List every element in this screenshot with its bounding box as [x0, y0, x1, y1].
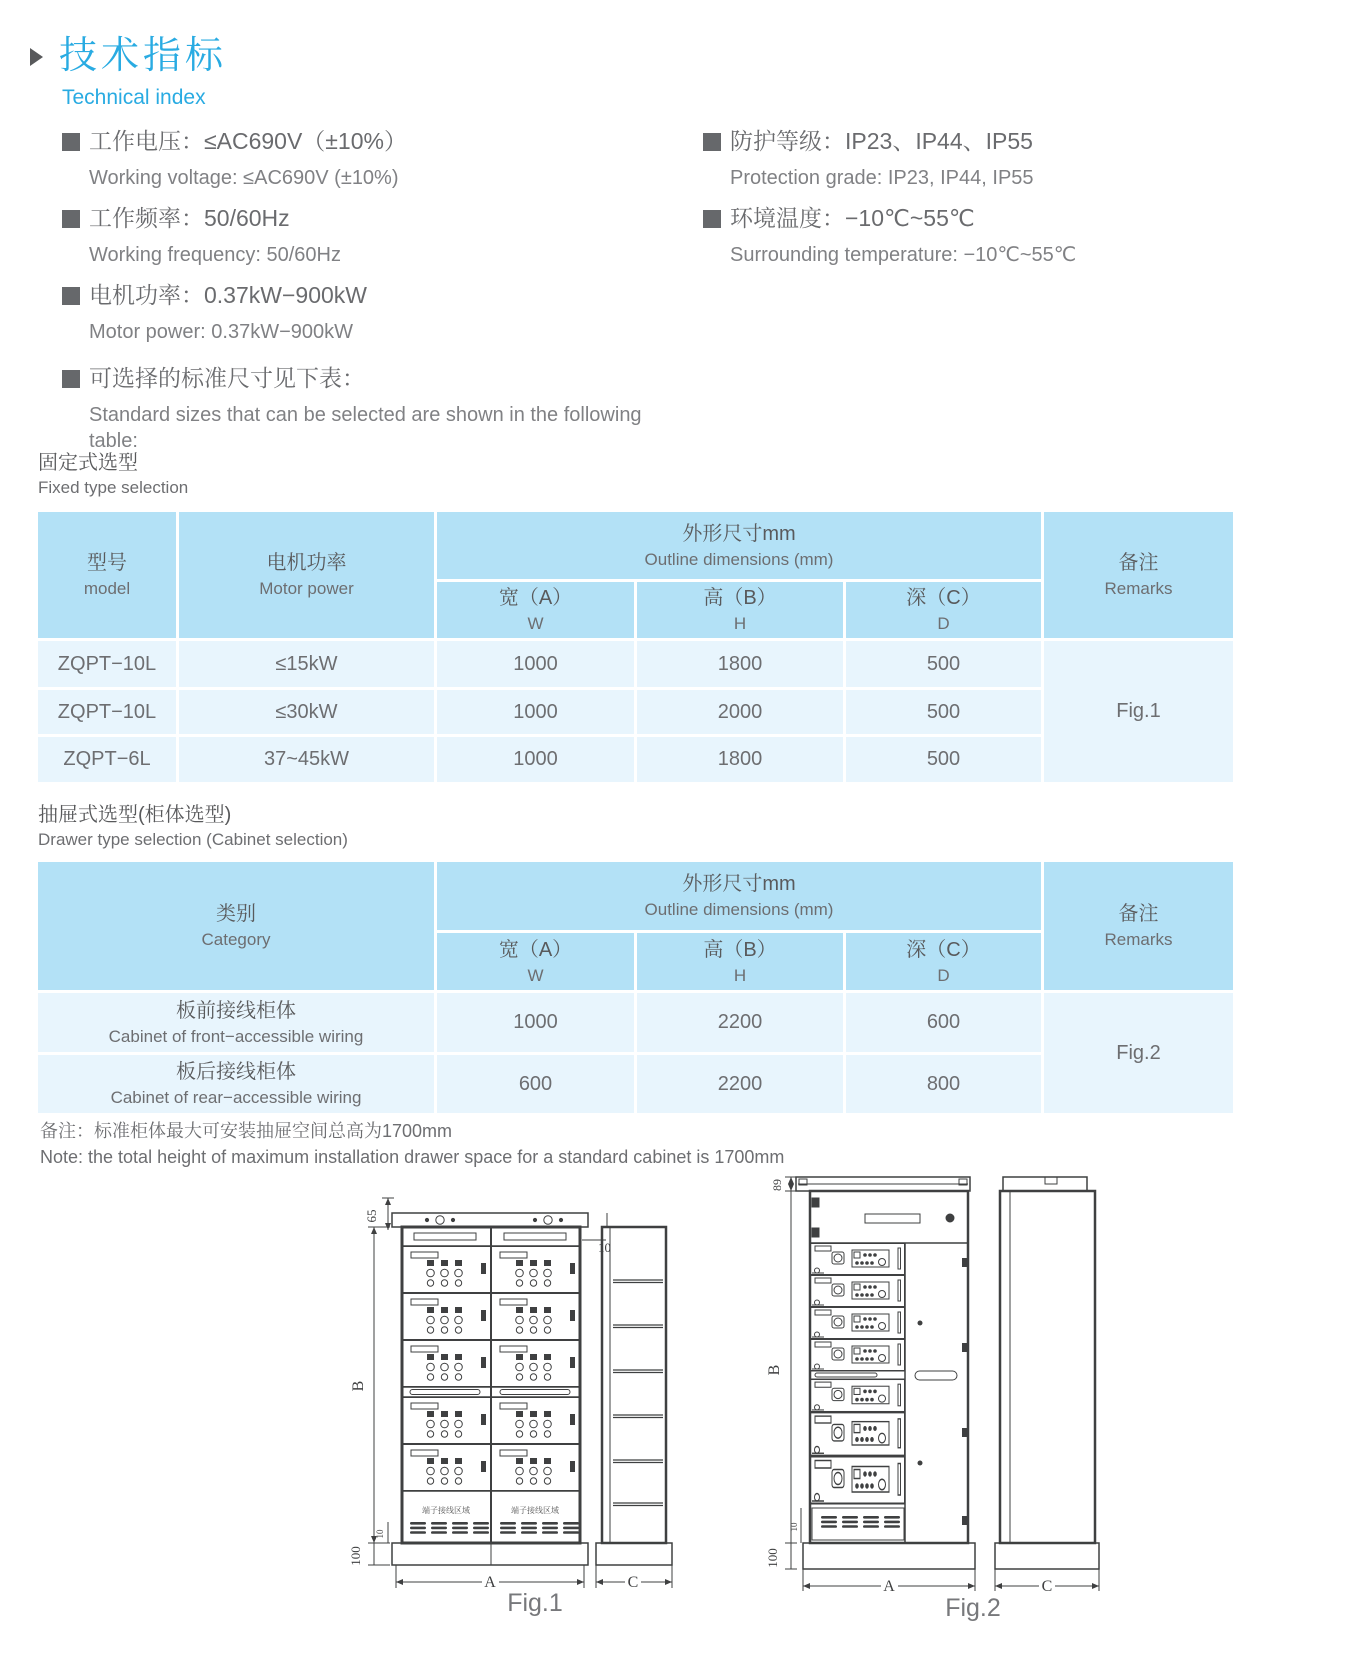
- square-bullet-icon: [703, 210, 721, 228]
- spec-zh-text: 防护等级：IP23、IP44、IP55: [730, 128, 1033, 154]
- section-label-zh: 抽屉式选型(柜体选型): [38, 804, 232, 826]
- fig1-terminal-label: 端子接线区域: [511, 1506, 559, 1515]
- fig1-dimensions: [368, 1198, 672, 1588]
- spec-en-text: Standard sizes that can be selected are shown in the following table:: [89, 404, 642, 452]
- category-en: Cabinet of front−accessible wiring: [108, 1026, 364, 1046]
- spec-en-text: Protection grade: IP23, IP44, IP55: [730, 167, 1034, 189]
- square-bullet-icon: [703, 133, 721, 151]
- header-zh: 深（C）: [906, 587, 981, 609]
- fig1-dim-left-label: B: [350, 1380, 367, 1392]
- fig2-caption: Fig.2: [945, 1594, 1001, 1622]
- header-zh: 高（B）: [703, 587, 777, 609]
- cell-category-front-wiring: [38, 993, 434, 1052]
- category-zh: 板后接线柜体: [176, 1061, 296, 1083]
- cell-width: 1000: [437, 993, 634, 1052]
- cell-category-rear-wiring: [38, 1055, 434, 1113]
- spec-surrounding-temperature: [703, 203, 1323, 268]
- drawer-type-table: [38, 862, 1233, 1113]
- fig2-dim-depth-label: C: [1041, 1578, 1053, 1595]
- col-header-motor-power: [179, 512, 434, 638]
- fig1-caption: Fig.1: [507, 1589, 563, 1617]
- square-bullet-icon: [62, 370, 80, 388]
- header-en: D: [937, 614, 950, 633]
- col-header-width-a: [437, 933, 634, 990]
- header-zh: 外形尺寸mm: [682, 522, 796, 545]
- col-header-category: [38, 862, 434, 990]
- fig1-dim-width-label: A: [484, 1574, 496, 1591]
- fig1-dim-top-label: 65: [364, 1209, 379, 1223]
- header-en: H: [733, 965, 747, 985]
- cell-height: 1800: [637, 737, 843, 782]
- cell-model: ZQPT−10L: [38, 641, 176, 687]
- fig2-dim-bottom-label: 100: [765, 1548, 780, 1568]
- fig2-dim-top-label: 89: [770, 1179, 784, 1191]
- section-label-en: Drawer type selection (Cabinet selection): [38, 830, 348, 849]
- fig2-drawing: [715, 1088, 1140, 1633]
- col-header-outline-dimensions: [437, 862, 1041, 930]
- cell-height: 2000: [637, 690, 843, 734]
- spec-en-text: Motor power: 0.37kW−900kW: [89, 321, 353, 343]
- header-zh: 宽（A）: [498, 587, 573, 609]
- cell-model: ZQPT−10L: [38, 690, 176, 734]
- spec-zh-text: 环境温度：−10℃~55℃: [730, 205, 975, 231]
- cell-depth: 500: [846, 641, 1041, 687]
- specs-left-column: [62, 126, 682, 466]
- cell-depth: 800: [846, 1055, 1041, 1113]
- fig2-dimensions: [785, 1177, 1099, 1591]
- col-header-remarks: [1044, 862, 1233, 990]
- cell-power: 37~45kW: [179, 737, 434, 782]
- page-title-zh: 技术指标: [59, 35, 228, 77]
- spec-en-text: Surrounding temperature: −10℃~55℃: [730, 244, 1077, 266]
- header-zh: 备注: [1118, 903, 1159, 925]
- cell-depth: 500: [846, 737, 1041, 782]
- fig2-dim-width-label: A: [883, 1578, 895, 1595]
- category-en: Cabinet of rear−accessible wiring: [110, 1088, 362, 1107]
- header-zh: 类别: [216, 903, 256, 925]
- page-title-en: Technical index: [62, 85, 206, 109]
- square-bullet-icon: [62, 287, 80, 305]
- header-en: Motor power: [259, 579, 354, 598]
- fixed-type-section-label: [38, 450, 188, 500]
- header-en: Category: [201, 930, 271, 949]
- section-label-en: Fixed type selection: [38, 478, 189, 497]
- col-header-depth-c: [846, 582, 1041, 638]
- header-en: W: [527, 965, 544, 985]
- spec-working-frequency: [62, 203, 682, 268]
- cell-width: 1000: [437, 737, 634, 782]
- header-en: Remarks: [1104, 579, 1173, 598]
- cell-depth: 600: [846, 993, 1041, 1052]
- fig1-side-view: [596, 1213, 672, 1565]
- cell-remark-fig1: Fig.1: [1044, 641, 1233, 782]
- col-header-remarks: [1044, 512, 1233, 638]
- col-header-model: [38, 512, 176, 638]
- square-bullet-icon: [62, 133, 80, 151]
- cell-width: 600: [437, 1055, 634, 1113]
- cell-width: 1000: [437, 641, 634, 687]
- header-zh: 外形尺寸mm: [682, 873, 796, 895]
- spec-working-voltage: [62, 126, 682, 191]
- header-zh: 型号: [87, 552, 127, 574]
- header-en: Remarks: [1104, 930, 1173, 949]
- fig2-side-view: [995, 1177, 1099, 1569]
- cell-height: 2200: [637, 993, 843, 1052]
- spec-protection-grade: [703, 126, 1323, 191]
- cell-depth: 500: [846, 690, 1041, 734]
- spec-zh-text: 工作电压：≤AC690V（±10%）: [89, 128, 407, 154]
- fixed-type-table: [38, 512, 1233, 782]
- header-en: W: [527, 614, 544, 633]
- header-zh: 宽（A）: [498, 938, 573, 961]
- header-zh: 深（C）: [906, 938, 981, 961]
- category-zh: 板前接线柜体: [176, 999, 296, 1022]
- note-zh: 备注：标准柜体最大可安装抽屉空间总高为1700mm: [40, 1121, 453, 1141]
- spec-zh-text: 可选择的标准尺寸见下表：: [89, 365, 365, 391]
- cell-power: ≤30kW: [179, 690, 434, 734]
- cell-power: ≤15kW: [179, 641, 434, 687]
- cell-remark-fig2: Fig.2: [1044, 993, 1233, 1113]
- cell-width: 1000: [437, 690, 634, 734]
- header-zh: 电机功率: [266, 552, 347, 574]
- fig2-dim-bottom-small-label: 10: [789, 1522, 799, 1532]
- header-zh: 备注: [1118, 552, 1159, 574]
- spec-en-text: Working voltage: ≤AC690V (±10%): [89, 167, 399, 189]
- header-en: H: [733, 614, 747, 633]
- col-header-depth-c: [846, 933, 1041, 990]
- header-en: Outline dimensions (mm): [644, 900, 834, 919]
- spec-zh-text: 电机功率：0.37kW−900kW: [89, 282, 367, 308]
- header-en: D: [937, 965, 950, 985]
- col-header-height-b: [637, 933, 843, 990]
- header-zh: 高（B）: [703, 938, 777, 961]
- col-header-outline-dimensions: [437, 512, 1041, 579]
- cell-model: ZQPT−6L: [38, 737, 176, 782]
- col-header-width-a: [437, 582, 634, 638]
- section-arrow-icon: [30, 48, 43, 66]
- fig1-terminal-label: 端子接线区域: [422, 1506, 470, 1515]
- fig2-dim-left-label: B: [766, 1364, 783, 1376]
- fig1-dim-bottom-small-label: 10: [375, 1529, 385, 1539]
- spec-standard-sizes: [62, 363, 682, 454]
- note-en: Note: the total height of maximum installation drawer space for a standard cabinet is 1700mm: [40, 1147, 785, 1167]
- section-label-zh: 固定式选型: [38, 452, 138, 474]
- spec-en-text: Working frequency: 50/60Hz: [89, 244, 341, 266]
- drawer-type-section-label: [38, 802, 348, 852]
- page-header: [30, 36, 227, 110]
- fig1-drawing: [330, 1140, 710, 1630]
- header-en: Outline dimensions (mm): [644, 549, 834, 569]
- header-en: model: [83, 579, 131, 598]
- cell-height: 2200: [637, 1055, 843, 1113]
- cell-height: 1800: [637, 641, 843, 687]
- fig2-front-view: [796, 1177, 975, 1569]
- col-header-height-b: [637, 582, 843, 638]
- fig1-dim-bottom-label: 100: [348, 1546, 363, 1566]
- square-bullet-icon: [62, 210, 80, 228]
- fig1-dim-top-right-label: 10: [598, 1240, 611, 1255]
- spec-motor-power: [62, 280, 682, 345]
- fig1-dim-depth-label: C: [627, 1574, 639, 1591]
- specs-right-column: [703, 126, 1323, 280]
- spec-zh-text: 工作频率：50/60Hz: [89, 205, 290, 231]
